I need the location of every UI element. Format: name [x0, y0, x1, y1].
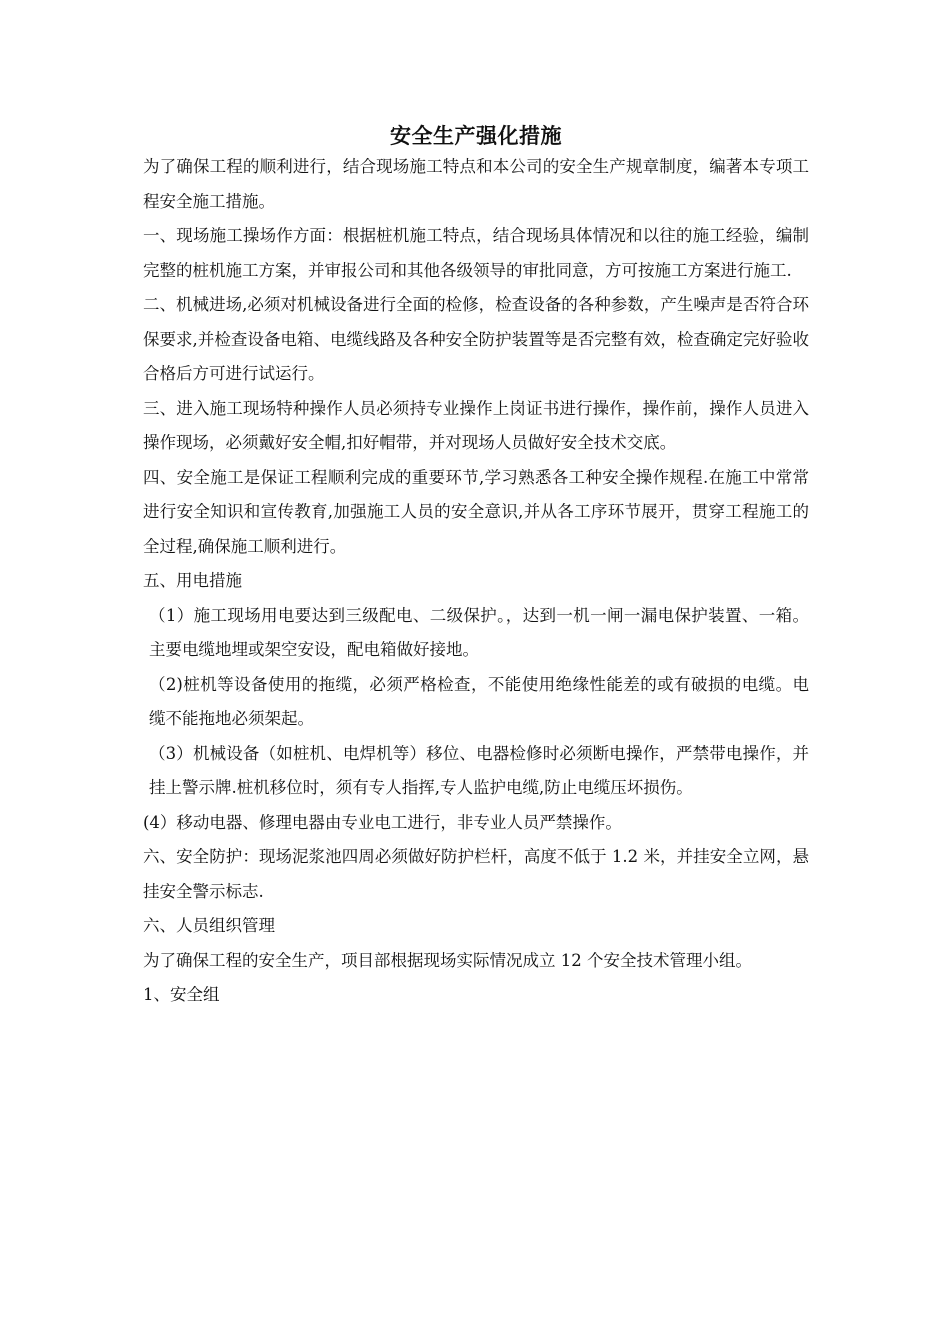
paragraph-item-5-3: （3）机械设备（如桩机、电焊机等）移位、电器检修时必须断电操作，严禁带电操作，并挂上警示牌.桩机移位时，须有专人指挥,专人监护电缆,防止电缆压坏损伤。 [149, 743, 809, 797]
paragraph-section-4: 四、安全施工是保证工程顺利完成的重要环节,学习熟悉各工种安全操作规程.在施工中常常进行安全知识和宣传教育,加强施工人员的安全意识,并从各工序环节展开，贯穿工程施工的全过程,确保施工顺利进行。 [143, 467, 809, 556]
heading-section-5: 五、用电措施 [143, 571, 242, 590]
paragraph-item-5-1: （1）施工现场用电要达到三级配电、二级保护。，达到一机一闸一漏电保护装置、一箱。主要电缆地埋或架空安设，配电箱做好接地。 [149, 605, 809, 659]
paragraph-section-3: 三、进入施工现场特种操作人员必须持专业操作上岗证书进行操作，操作前，操作人员进入操作现场，必须戴好安全帽,扣好帽带，并对现场人员做好安全技术交底。 [143, 398, 809, 452]
document-title: 安全生产强化措施 [390, 123, 562, 148]
paragraph-intro: 为了确保工程的顺利进行，结合现场施工特点和本公司的安全生产规章制度，编著本专项工程安全施工措施。 [143, 157, 809, 211]
paragraph-section-6: 六、安全防护：现场泥浆池四周必须做好防护栏杆，高度不低于 1.2 米，并挂安全立网，悬挂安全警示标志. [143, 847, 809, 901]
paragraph-personnel: 为了确保工程的安全生产，项目部根据现场实际情况成立 12 个安全技术管理小组。 [143, 950, 752, 970]
paragraph-item-5-2: （2)桩机等设备使用的拖缆，必须严格检查，不能使用绝缘性能差的或有破损的电缆。电缆不能拖地必须架起。 [149, 674, 809, 728]
heading-section-6b: 六、人员组织管理 [143, 916, 275, 935]
document-body [143, 122, 809, 1013]
paragraph-section-2: 二、机械进场,必须对机械设备进行全面的检修，检查设备的各种参数，产生噪声是否符合环保要求,并检查设备电箱、电缆线路及各种安全防护装置等是否完整有效，检查确定完好验收合格后方可进行试运行。 [143, 295, 809, 383]
heading-safety-group: 1、安全组 [143, 985, 220, 1004]
paragraph-section-1: 一、现场施工操场作方面：根据桩机施工特点，结合现场具体情况和以往的施工经验，编制完整的桩机施工方案，并审报公司和其他各级领导的审批同意，方可按施工方案进行施工. [143, 226, 809, 280]
paragraph-item-5-4: (4）移动电器、修理电器由专业电工进行，非专业人员严禁操作。 [143, 812, 622, 832]
